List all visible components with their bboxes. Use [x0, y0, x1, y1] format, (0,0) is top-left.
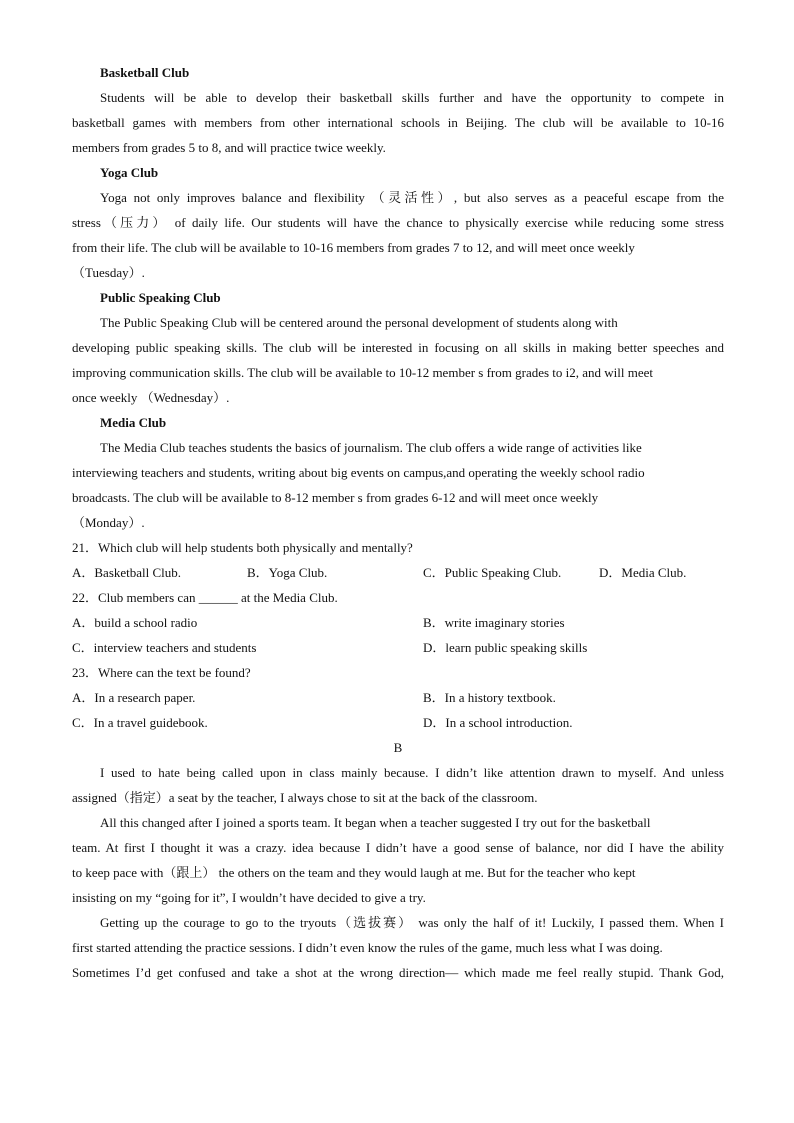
- question-23-options-row-1: [72, 687, 724, 709]
- question-22-option-b[interactable]: B．write imaginary stories: [423, 615, 565, 630]
- passage-b-line-6: insisting on my “going for it”, I wouldn’t have decided to give a try.: [72, 890, 426, 905]
- section-b-label: B: [393, 740, 403, 755]
- yoga-text-line-3: from their life. The club will be available to 10-16 members from grades 7 to 12, and will meet once weekly: [72, 240, 635, 255]
- question-21-option-c[interactable]: C．Public Speaking Club.: [423, 565, 562, 580]
- passage-b-line-2: assigned（指定）a seat by the teacher, I always chose to sit at the back of the classroom.: [72, 790, 538, 805]
- passage-b-line-8: first started attending the practice sessions. I didn’t even know the rules of the game, much less what I was doing.: [72, 940, 663, 955]
- question-21-option-b[interactable]: B．Yoga Club.: [247, 565, 328, 580]
- yoga-text-line-1: Yoga not only improves balance and flexibility （灵活性）, but also serves as a peaceful escape from the: [100, 190, 724, 205]
- yoga-club-heading: Yoga Club: [100, 165, 159, 180]
- passage-b-line-1: I used to hate being called upon in class mainly because. I didn’t like attention drawn to myself. And unless: [100, 765, 724, 780]
- public-speaking-club-heading: Public Speaking Club: [100, 290, 221, 305]
- yoga-text-line-2: stress（压力） of daily life. Our students will have the chance to physically exercise while reducing some stress: [72, 215, 724, 230]
- question-23-stem: 23．Where can the text be found?: [72, 665, 251, 680]
- question-21-options: [72, 562, 724, 584]
- question-22-options-row-1: [72, 612, 724, 634]
- passage-b-line-4: team. At first I thought it was a crazy. idea because I didn’t have a good sense of balance, nor did I have the ability: [72, 840, 724, 855]
- basketball-text-line-2: basketball games with members from other international schools in Beijing. The club will be available to 10-16: [72, 115, 724, 130]
- question-22-option-c[interactable]: C．interview teachers and students: [72, 640, 257, 655]
- question-21-option-d[interactable]: D．Media Club.: [599, 565, 687, 580]
- question-22-options-row-2: [72, 637, 724, 659]
- question-22-stem: 22．Club members can ______ at the Media Club.: [72, 590, 338, 605]
- question-22-option-d[interactable]: D．learn public speaking skills: [423, 640, 588, 655]
- public-speaking-text-line-4: once weekly （Wednesday）.: [72, 390, 230, 405]
- passage-b-line-7: Getting up the courage to go to the tryouts（选拔赛） was only the half of it! Luckily, I passed them. When I: [100, 915, 724, 930]
- media-text-line-4: （Monday）.: [72, 515, 145, 530]
- question-23-option-b[interactable]: B．In a history textbook.: [423, 690, 556, 705]
- media-text-line-1: The Media Club teaches students the basics of journalism. The club offers a wide range of activities like: [100, 440, 642, 455]
- question-23-options-row-2: [72, 712, 724, 734]
- passage-b-line-9: Sometimes I’d get confused and take a shot at the wrong direction— which made me feel really stupid. Thank God,: [72, 965, 724, 980]
- media-text-line-3: broadcasts. The club will be available to 8-12 member s from grades 6-12 and will meet once weekly: [72, 490, 599, 505]
- basketball-text-line-1: Students will be able to develop their basketball skills further and have the opportunity to compete in: [100, 90, 724, 105]
- question-22-option-a[interactable]: A．build a school radio: [72, 615, 198, 630]
- yoga-text-line-4: （Tuesday）.: [72, 265, 145, 280]
- question-23-option-c[interactable]: C．In a travel guidebook.: [72, 715, 208, 730]
- question-21-stem: 21．Which club will help students both physically and mentally?: [72, 540, 413, 555]
- question-23-option-a[interactable]: A．In a research paper.: [72, 690, 196, 705]
- media-club-heading: Media Club: [100, 415, 167, 430]
- basketball-text-line-3: members from grades 5 to 8, and will practice twice weekly.: [72, 140, 386, 155]
- public-speaking-text-line-2: developing public speaking skills. The club will be interested in focusing on all skills in making better speeches and: [72, 340, 724, 355]
- media-text-line-2: interviewing teachers and students, writing about big events on campus,and operating the weekly school radio: [72, 465, 645, 480]
- passage-b-line-3: All this changed after I joined a sports team. It began when a teacher suggested I try out for the basketball: [100, 815, 651, 830]
- question-23-option-d[interactable]: D．In a school introduction.: [423, 715, 573, 730]
- passage-b-line-5: to keep pace with（跟上） the others on the team and they would laugh at me. But for the teacher who kept: [72, 865, 636, 880]
- question-21-option-a[interactable]: A．Basketball Club.: [72, 565, 182, 580]
- public-speaking-text-line-1: The Public Speaking Club will be centered around the personal development of students along with: [100, 315, 618, 330]
- public-speaking-text-line-3: improving communication skills. The club will be available to 10-12 member s from grades to i2, and will meet: [72, 365, 654, 380]
- basketball-club-heading: Basketball Club: [100, 65, 190, 80]
